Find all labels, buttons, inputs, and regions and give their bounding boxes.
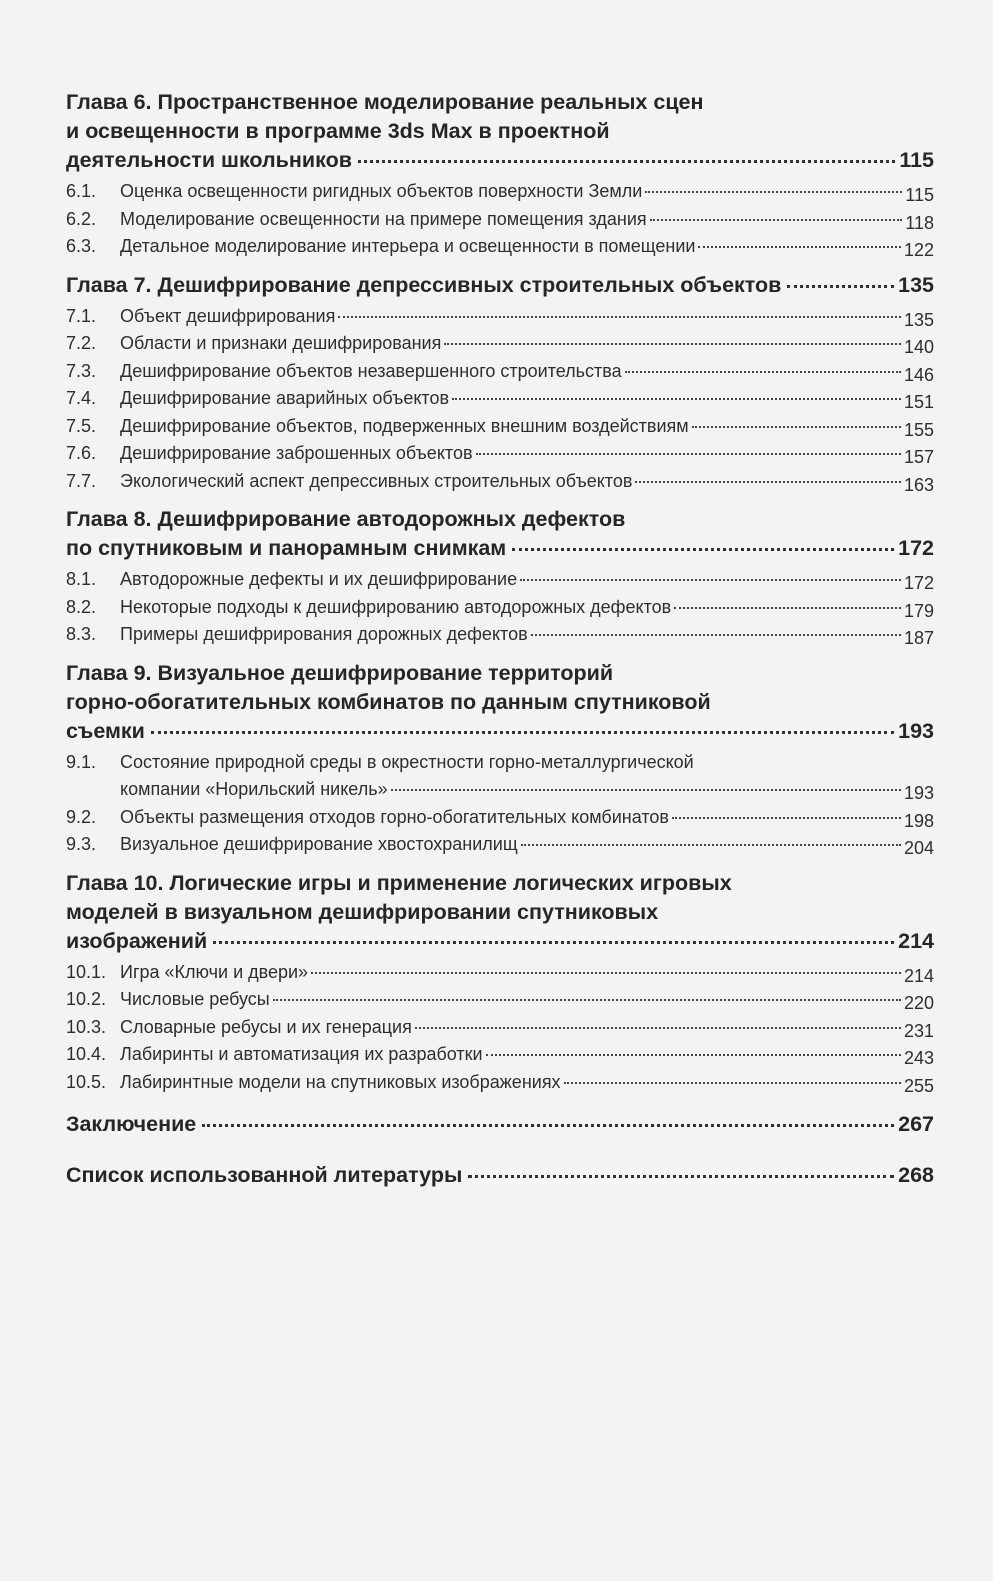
leader-dots bbox=[273, 999, 901, 1001]
chapter-title-line: Глава 10. Логические игры и применение логических игровых bbox=[66, 870, 732, 895]
section-number: 10.4. bbox=[66, 1044, 107, 1064]
section-title-last-line bbox=[120, 776, 934, 804]
section-page-number: 122 bbox=[903, 240, 934, 260]
section-entry bbox=[66, 1014, 934, 1042]
chapter-title bbox=[66, 505, 934, 563]
chapter-entry bbox=[66, 505, 934, 649]
chapter-title-text: изображений bbox=[66, 928, 208, 953]
leader-dots bbox=[338, 316, 901, 318]
section-number: 8.2. bbox=[66, 596, 97, 617]
section-page-number: 115 bbox=[905, 185, 934, 205]
leader-dots bbox=[520, 579, 901, 581]
section-page-number: 187 bbox=[903, 628, 934, 648]
section-title: Дешифрирование аварийных объектов bbox=[120, 388, 450, 408]
section-page-number: 118 bbox=[905, 212, 934, 233]
section-title-last-line bbox=[120, 330, 934, 358]
chapter-page-number: 193 bbox=[898, 718, 934, 743]
section-body bbox=[120, 566, 934, 594]
section-title-last-line bbox=[120, 621, 934, 649]
section-body bbox=[120, 358, 934, 386]
section-title: Моделирование освещенности на примере помещения здания bbox=[120, 208, 647, 229]
section-page-number: 163 bbox=[903, 474, 934, 495]
section-title-last-line bbox=[120, 986, 934, 1014]
section-body bbox=[120, 959, 934, 987]
section-title-last-line bbox=[120, 1069, 934, 1097]
section-page-number: 135 bbox=[903, 309, 934, 330]
section-number: 9.1. bbox=[66, 751, 97, 772]
section-title-last-line bbox=[120, 468, 934, 496]
section-entry bbox=[66, 178, 934, 206]
chapter-page-number: 172 bbox=[898, 536, 934, 560]
section-title-last-line bbox=[120, 594, 934, 622]
chapter-title-last-line bbox=[66, 534, 934, 563]
section-title: Объект дешифрирования bbox=[120, 305, 336, 326]
section-page-number: 214 bbox=[903, 965, 934, 986]
conclusion-page: 267 bbox=[898, 1112, 934, 1136]
leader-dots bbox=[213, 941, 894, 944]
section-number: 10.1. bbox=[66, 961, 107, 982]
sections-list bbox=[66, 959, 934, 1097]
section-title: Дешифрирование заброшенных объектов bbox=[120, 443, 473, 463]
section-title: Дешифрирование объектов, подверженных внешним воздействиям bbox=[120, 415, 689, 436]
section-entry bbox=[66, 330, 934, 358]
sections-list bbox=[66, 303, 934, 496]
section-body bbox=[120, 594, 934, 622]
sections-list bbox=[66, 566, 934, 649]
section-body bbox=[120, 468, 934, 496]
section-number: 7.2. bbox=[66, 333, 97, 353]
section-page-number: 220 bbox=[903, 993, 934, 1013]
section-body bbox=[120, 233, 934, 261]
section-page-number: 193 bbox=[903, 783, 934, 803]
section-entry bbox=[66, 1041, 934, 1069]
section-entry bbox=[66, 986, 934, 1014]
chapter-title bbox=[66, 271, 934, 300]
section-title-line: Состояние природной среды в окрестности горно-металлургической bbox=[120, 751, 694, 772]
leader-dots bbox=[692, 426, 901, 428]
section-entry bbox=[66, 831, 934, 859]
section-title: Числовые ребусы bbox=[120, 989, 270, 1009]
chapter-entry bbox=[66, 271, 934, 496]
chapter-title-line: моделей в визуальном дешифрировании спутниковых bbox=[66, 899, 659, 924]
section-body bbox=[120, 178, 934, 206]
section-body bbox=[120, 621, 934, 649]
section-body bbox=[120, 749, 934, 804]
chapter-entry bbox=[66, 869, 934, 1097]
section-entry bbox=[66, 233, 934, 261]
section-body bbox=[120, 330, 934, 358]
sections-list bbox=[66, 178, 934, 261]
section-number: 7.1. bbox=[66, 305, 97, 326]
leader-dots bbox=[311, 972, 901, 974]
section-entry bbox=[66, 303, 934, 331]
leader-dots bbox=[358, 160, 895, 163]
chapter-entry bbox=[66, 88, 934, 261]
chapter-title-line: горно-обогатительных комбинатов по данным спутниковой bbox=[66, 689, 711, 714]
section-page-number: 243 bbox=[903, 1048, 934, 1068]
section-entry bbox=[66, 468, 934, 496]
leader-dots bbox=[650, 219, 903, 221]
section-number: 9.3. bbox=[66, 834, 97, 854]
leader-dots bbox=[521, 844, 901, 846]
conclusion-entry bbox=[66, 1110, 934, 1139]
leader-dots bbox=[698, 246, 900, 248]
section-number: 8.3. bbox=[66, 624, 97, 644]
section-title-last-line bbox=[120, 831, 934, 859]
leader-dots bbox=[486, 1054, 901, 1056]
chapter-title bbox=[66, 869, 934, 956]
section-entry bbox=[66, 566, 934, 594]
section-title: Лабиринты и автоматизация их разработки bbox=[120, 1044, 483, 1064]
section-entry bbox=[66, 413, 934, 441]
leader-dots bbox=[444, 343, 901, 345]
section-title: Экологический аспект депрессивных строительных объектов bbox=[120, 470, 633, 491]
section-title-last-line bbox=[120, 959, 934, 987]
chapter-title-line: Глава 6. Пространственное моделирование реальных сцен bbox=[66, 90, 704, 114]
section-title-last-line bbox=[120, 358, 934, 386]
leader-dots bbox=[787, 285, 894, 288]
section-entry bbox=[66, 206, 934, 234]
chapter-title-last-line bbox=[66, 146, 934, 175]
section-page-number: 155 bbox=[903, 419, 934, 440]
leader-dots bbox=[476, 453, 901, 455]
section-page-number: 151 bbox=[903, 392, 934, 412]
section-entry bbox=[66, 385, 934, 413]
section-page-number: 255 bbox=[903, 1075, 934, 1096]
section-title: Оценка освещенности ригидных объектов поверхности Земли bbox=[120, 181, 643, 201]
chapter-entry bbox=[66, 659, 934, 859]
section-title: Некоторые подходы к дешифрированию автодорожных дефектов bbox=[120, 596, 672, 617]
section-body bbox=[120, 804, 934, 832]
chapter-title-line: Глава 9. Визуальное дешифрирование территорий bbox=[66, 660, 614, 685]
section-title-last-line bbox=[120, 233, 934, 261]
section-title-last-line bbox=[120, 178, 934, 206]
leader-dots bbox=[645, 191, 902, 193]
section-entry bbox=[66, 804, 934, 832]
chapter-page-number: 214 bbox=[898, 928, 934, 953]
section-page-number: 204 bbox=[903, 838, 934, 858]
section-body bbox=[120, 385, 934, 413]
section-title-last-line bbox=[120, 413, 934, 441]
section-number: 6.3. bbox=[66, 236, 97, 256]
sections-list bbox=[66, 749, 934, 859]
section-title: Игра «Ключи и двери» bbox=[120, 961, 309, 982]
chapter-title-line: и освещенности в программе 3ds Max в проектной bbox=[66, 119, 610, 143]
chapter-page-number: 115 bbox=[899, 148, 934, 172]
section-body bbox=[120, 1069, 934, 1097]
section-body bbox=[120, 986, 934, 1014]
chapter-title bbox=[66, 88, 934, 175]
chapter-title-text: съемки bbox=[66, 718, 145, 743]
leader-dots bbox=[512, 548, 894, 551]
leader-dots bbox=[531, 634, 901, 636]
table-of-contents bbox=[66, 88, 934, 1190]
references-page: 268 bbox=[898, 1163, 934, 1187]
section-entry bbox=[66, 621, 934, 649]
chapter-title-last-line bbox=[66, 717, 934, 746]
section-entry bbox=[66, 358, 934, 386]
leader-dots bbox=[635, 481, 901, 483]
section-number: 6.2. bbox=[66, 208, 97, 229]
section-page-number: 146 bbox=[903, 364, 934, 385]
section-body bbox=[120, 1014, 934, 1042]
section-page-number: 140 bbox=[903, 337, 934, 357]
section-body bbox=[120, 440, 934, 468]
chapters-list bbox=[66, 88, 934, 1096]
section-number: 7.6. bbox=[66, 443, 97, 463]
section-entry bbox=[66, 1069, 934, 1097]
leader-dots bbox=[151, 731, 894, 734]
chapter-title-text: деятельности школьников bbox=[66, 148, 352, 172]
section-title: Визуальное дешифрирование хвостохранилищ bbox=[120, 834, 518, 854]
section-title: Детальное моделирование интерьера и освещенности в помещении bbox=[120, 236, 696, 256]
section-body bbox=[120, 1041, 934, 1069]
section-number: 7.7. bbox=[66, 470, 97, 491]
section-title-last-line bbox=[120, 440, 934, 468]
leader-dots bbox=[452, 398, 901, 400]
chapter-title-text: Глава 7. Дешифрирование депрессивных строительных объектов bbox=[66, 272, 782, 297]
section-title-last-line bbox=[120, 804, 934, 832]
section-title: Автодорожные дефекты и их дешифрирование bbox=[120, 569, 518, 589]
section-number: 6.1. bbox=[66, 181, 97, 201]
leader-dots bbox=[468, 1175, 894, 1178]
leader-dots bbox=[672, 817, 901, 819]
section-page-number: 172 bbox=[903, 573, 934, 593]
chapter-title-last-line bbox=[66, 927, 934, 956]
section-entry bbox=[66, 959, 934, 987]
leader-dots bbox=[202, 1124, 894, 1127]
section-page-number: 157 bbox=[903, 447, 934, 467]
section-number: 8.1. bbox=[66, 569, 97, 589]
section-title-last-line bbox=[120, 206, 934, 234]
conclusion-title: Заключение bbox=[66, 1112, 197, 1136]
section-page-number: 179 bbox=[903, 600, 934, 621]
section-number: 10.2. bbox=[66, 989, 107, 1009]
section-number: 7.5. bbox=[66, 415, 97, 436]
section-number: 7.3. bbox=[66, 360, 97, 381]
section-title: Лабиринтные модели на спутниковых изображениях bbox=[120, 1071, 561, 1092]
section-body bbox=[120, 413, 934, 441]
leader-dots bbox=[674, 607, 901, 609]
chapter-title-line: Глава 8. Дешифрирование автодорожных дефектов bbox=[66, 507, 626, 531]
section-title-last-line bbox=[120, 1041, 934, 1069]
section-title: Словарные ребусы и их генерация bbox=[120, 1016, 412, 1037]
section-title: Дешифрирование объектов незавершенного строительства bbox=[120, 360, 622, 381]
leader-dots bbox=[415, 1027, 901, 1029]
section-number: 7.4. bbox=[66, 388, 97, 408]
section-entry bbox=[66, 440, 934, 468]
section-number: 10.3. bbox=[66, 1016, 107, 1037]
chapter-title-last-line bbox=[66, 271, 934, 300]
section-title: Объекты размещения отходов горно-обогатительных комбинатов bbox=[120, 806, 669, 827]
section-page-number: 198 bbox=[903, 810, 934, 831]
leader-dots bbox=[564, 1082, 901, 1084]
section-body bbox=[120, 831, 934, 859]
chapter-title-text: по спутниковым и панорамным снимкам bbox=[66, 536, 507, 560]
chapter-title bbox=[66, 659, 934, 746]
section-body bbox=[120, 303, 934, 331]
section-title-last-line bbox=[120, 1014, 934, 1042]
section-page-number: 231 bbox=[903, 1020, 934, 1041]
chapter-page-number: 135 bbox=[898, 272, 934, 297]
section-title: Примеры дешифрирования дорожных дефектов bbox=[120, 624, 528, 644]
section-body bbox=[120, 206, 934, 234]
leader-dots bbox=[391, 789, 901, 791]
section-title: компании «Норильский никель» bbox=[120, 779, 388, 799]
references-title: Список использованной литературы bbox=[66, 1163, 463, 1187]
section-entry bbox=[66, 594, 934, 622]
references-entry bbox=[66, 1161, 934, 1190]
section-number: 9.2. bbox=[66, 806, 97, 827]
section-title: Области и признаки дешифрирования bbox=[120, 333, 442, 353]
section-entry bbox=[66, 749, 934, 804]
section-title-last-line bbox=[120, 566, 934, 594]
leader-dots bbox=[625, 371, 901, 373]
section-number: 10.5. bbox=[66, 1071, 107, 1092]
section-title-last-line bbox=[120, 303, 934, 331]
section-title-last-line bbox=[120, 385, 934, 413]
